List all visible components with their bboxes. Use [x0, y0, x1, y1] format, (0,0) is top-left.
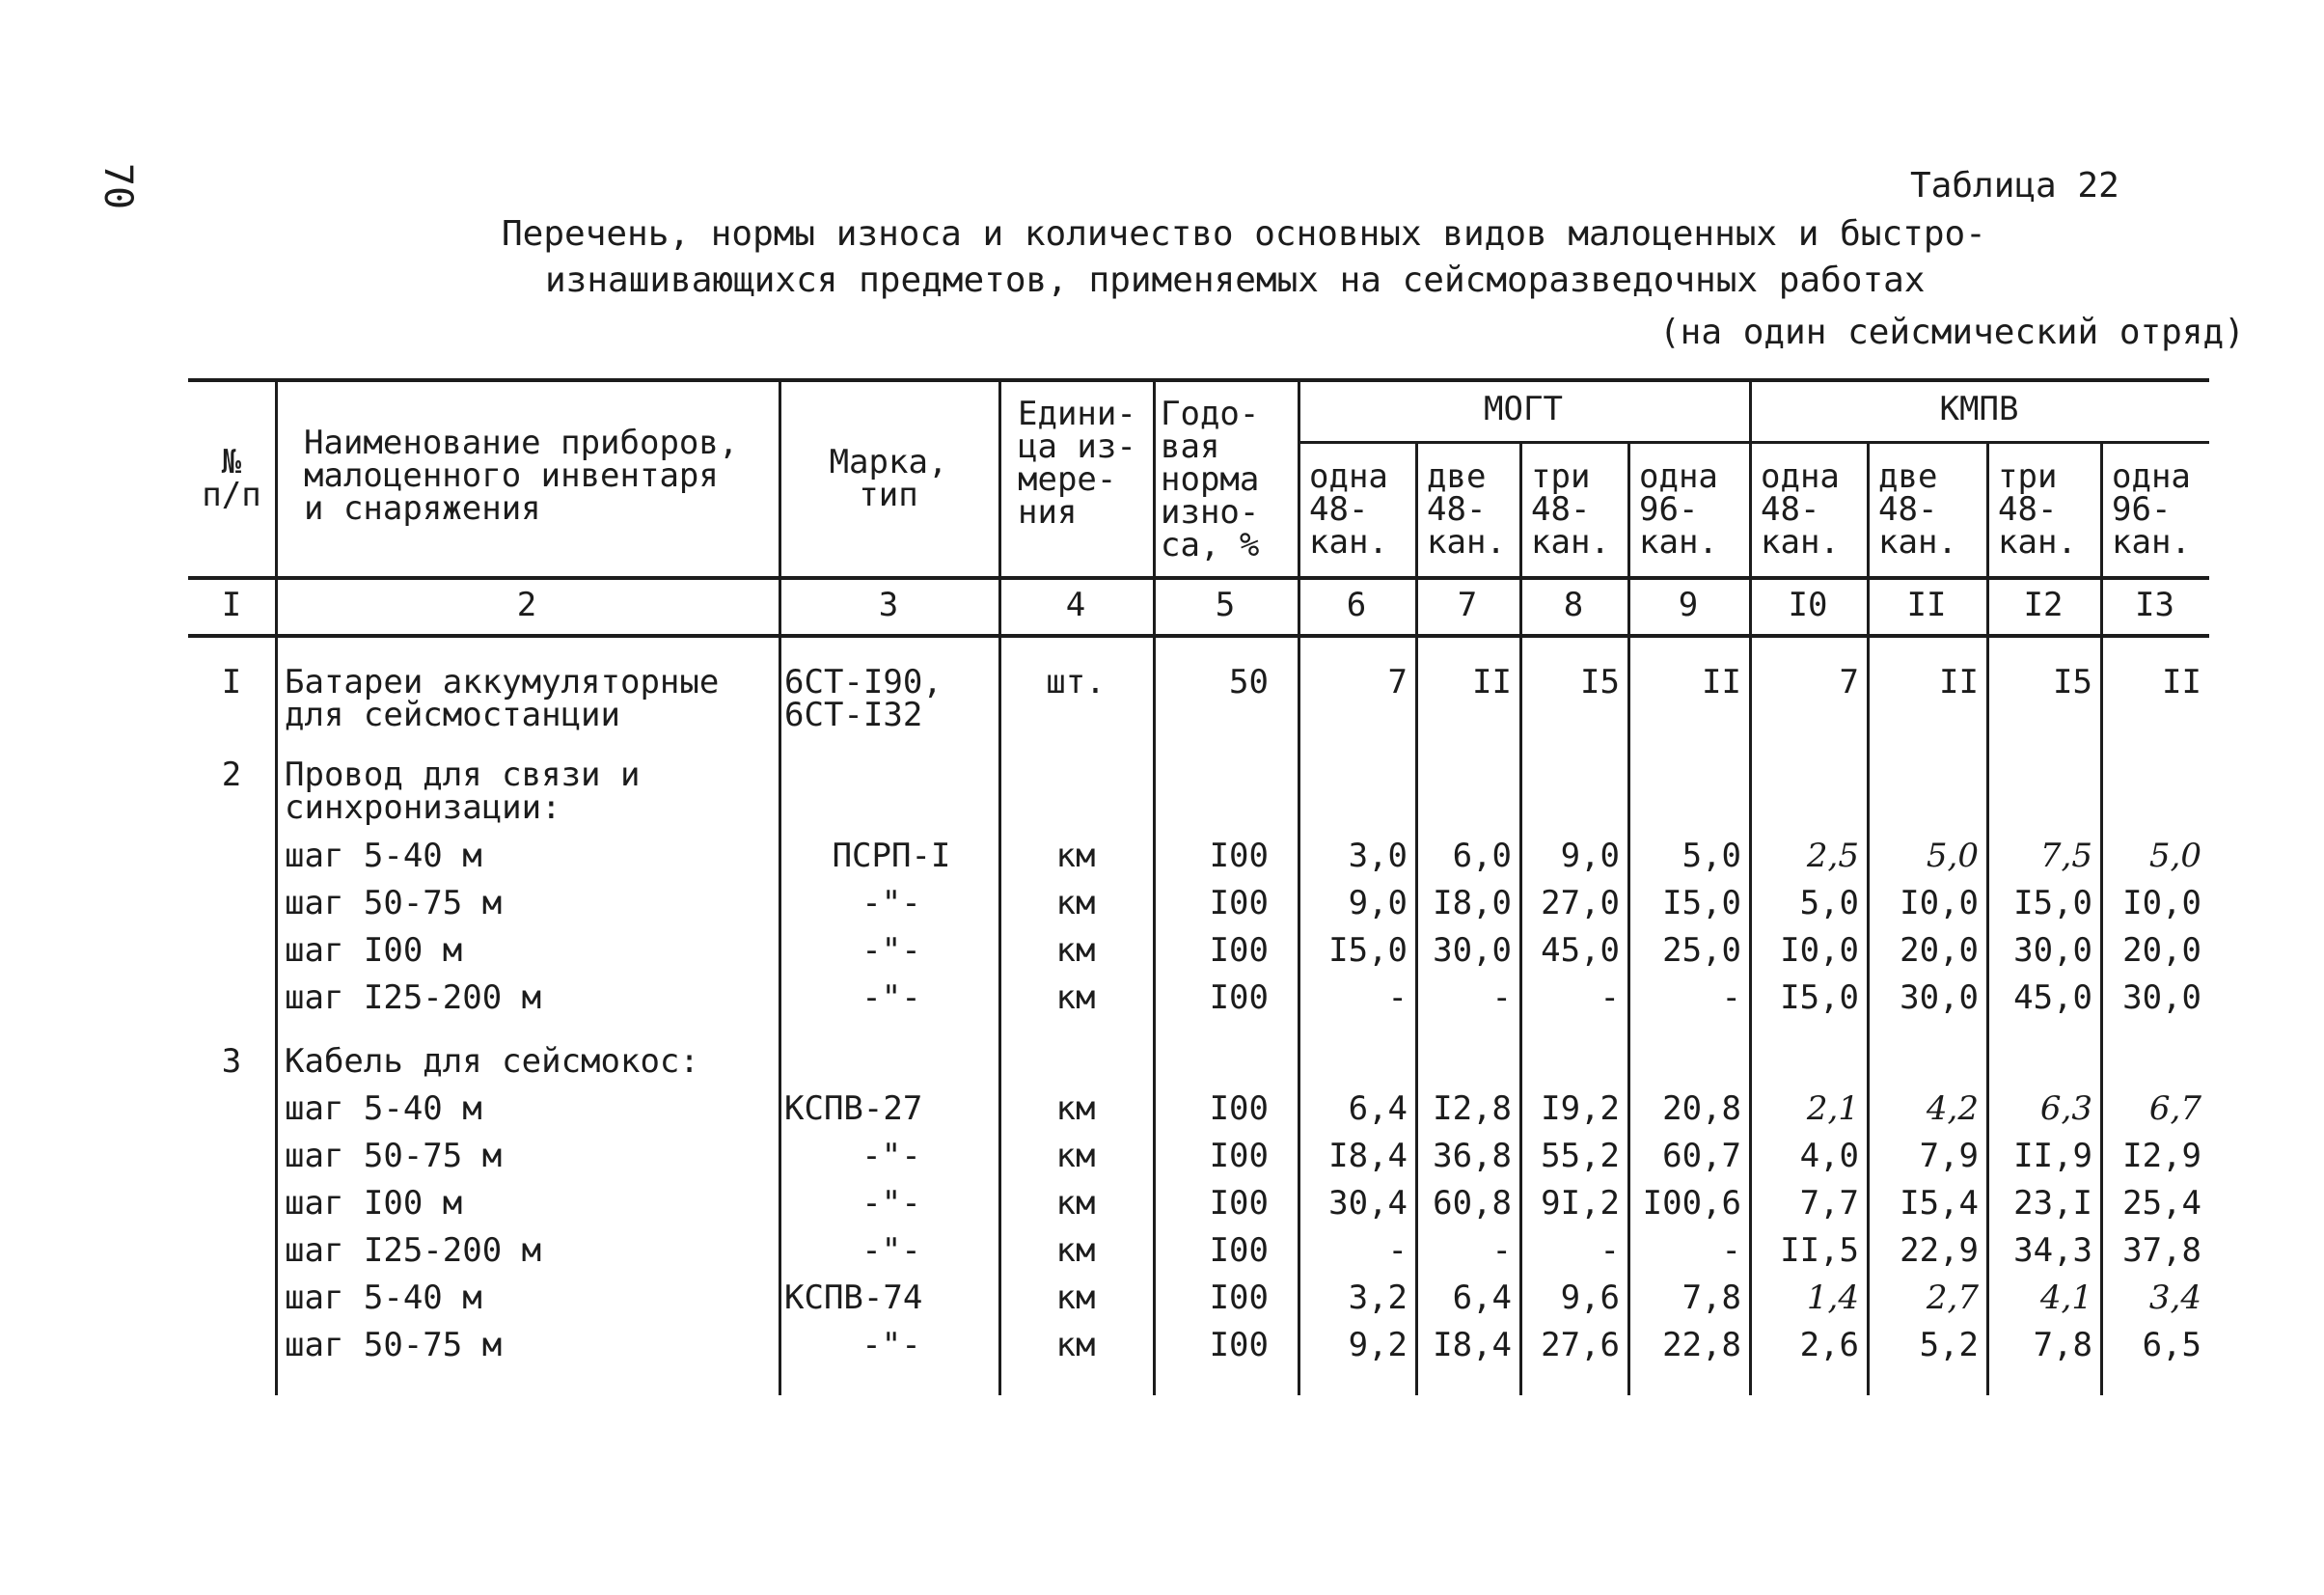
column-number-rule — [188, 634, 2209, 638]
header-sub-5: одна 48- кан. — [1761, 457, 1840, 562]
row-name: шаг I00 м — [285, 931, 463, 970]
row-value-9: - — [1721, 978, 1741, 1017]
row-value-11: 5,2 — [1919, 1326, 1979, 1364]
row-brand: -"- — [861, 931, 921, 970]
row-value-11: II — [1939, 663, 1979, 701]
row-value-6: 9,0 — [1348, 884, 1408, 922]
row-value-13: 6,5 — [2142, 1326, 2201, 1364]
row-unit: км — [1055, 884, 1096, 922]
row-value-8: 9,6 — [1560, 1279, 1620, 1317]
row-value-8: - — [1599, 978, 1620, 1017]
row-value-12: I5,0 — [2013, 884, 2092, 922]
row-value-11: 2,7 — [1926, 1279, 1979, 1317]
row-value-8: 27,6 — [1541, 1326, 1620, 1364]
row-value-6: - — [1387, 1231, 1408, 1270]
row-value-11: 7,9 — [1919, 1137, 1979, 1175]
row-value-6: I8,4 — [1328, 1137, 1408, 1175]
row-value-6: 3,0 — [1348, 837, 1408, 875]
row-unit: км — [1055, 978, 1096, 1017]
row-value-13: 25,4 — [2122, 1184, 2201, 1223]
row-value-8: 9,0 — [1560, 837, 1620, 875]
header-group-kmpv: КМПВ — [1939, 390, 2019, 428]
row-norm: 50 — [1229, 663, 1269, 701]
row-value-9: I00,6 — [1642, 1184, 1741, 1223]
row-name: шаг I25-200 м — [285, 1231, 542, 1270]
row-value-11: I0,0 — [1900, 884, 1979, 922]
row-value-10: I0,0 — [1780, 931, 1859, 970]
row-name: шаг 50-75 м — [285, 1137, 503, 1175]
row-value-6: - — [1387, 978, 1408, 1017]
header-sub-4: одна 96- кан. — [1639, 457, 1718, 562]
row-name: шаг 50-75 м — [285, 884, 503, 922]
row-value-7: - — [1491, 978, 1512, 1017]
row-value-13: 37,8 — [2122, 1231, 2201, 1270]
row-value-12: 7,8 — [2033, 1326, 2092, 1364]
column-divider — [779, 378, 781, 1395]
row-value-11: 22,9 — [1900, 1231, 1979, 1270]
row-value-7: 36,8 — [1433, 1137, 1512, 1175]
row-value-11: I5,4 — [1900, 1184, 1979, 1223]
row-name: шаг I00 м — [285, 1184, 463, 1223]
row-value-8: I9,2 — [1541, 1089, 1620, 1128]
row-unit: км — [1055, 1231, 1096, 1270]
row-num: 3 — [221, 1042, 242, 1081]
row-num: I — [221, 663, 242, 701]
table-label: Таблица 22 — [1910, 166, 2119, 206]
row-value-10: 2,5 — [1806, 837, 1859, 875]
table-title-line-2: изнашивающихся предметов, применяемых на сейсморазведочных работах — [545, 261, 1926, 300]
header-sub-8: одна 96- кан. — [2112, 457, 2191, 562]
row-value-9: 7,8 — [1681, 1279, 1741, 1317]
row-norm: I00 — [1209, 1089, 1269, 1128]
row-brand: КСПВ-74 — [784, 1279, 923, 1317]
column-divider — [275, 378, 278, 1395]
row-name: шаг I25-200 м — [285, 978, 542, 1017]
column-number-5: 5 — [1215, 586, 1236, 624]
row-value-10: 2,6 — [1799, 1326, 1859, 1364]
row-norm: I00 — [1209, 1137, 1269, 1175]
row-name: Батареи аккумуляторные для сейсмостанции — [285, 663, 720, 734]
row-value-12: II,9 — [2013, 1137, 2092, 1175]
column-number-3: 3 — [878, 586, 899, 624]
row-unit: км — [1055, 1089, 1096, 1128]
row-value-7: I8,0 — [1433, 884, 1512, 922]
row-norm: I00 — [1209, 1326, 1269, 1364]
row-value-10: 7,7 — [1799, 1184, 1859, 1223]
norms-table — [188, 378, 2209, 1440]
row-value-6: 7 — [1387, 663, 1408, 701]
header-sub-7: три 48- кан. — [1998, 457, 2077, 562]
row-unit: км — [1055, 1184, 1096, 1223]
row-norm: I00 — [1209, 931, 1269, 970]
row-value-13: 3,4 — [2148, 1279, 2201, 1317]
row-value-7: - — [1491, 1231, 1512, 1270]
header-unit: Едини- ца из- мере- ния — [1018, 395, 1136, 532]
row-value-9: 25,0 — [1662, 931, 1741, 970]
header-sub-2: две 48- кан. — [1427, 457, 1506, 562]
row-value-13: I2,9 — [2122, 1137, 2201, 1175]
row-value-8: 45,0 — [1541, 931, 1620, 970]
row-value-12: 7,5 — [2039, 837, 2092, 875]
column-number-11: II — [1906, 586, 1947, 624]
column-number-6: 6 — [1346, 586, 1367, 624]
row-brand: -"- — [861, 1184, 921, 1223]
row-brand: -"- — [861, 978, 921, 1017]
column-number-7: 7 — [1457, 586, 1478, 624]
column-number-8: 8 — [1563, 586, 1584, 624]
table-top-rule — [188, 378, 2209, 382]
row-value-11: 30,0 — [1900, 978, 1979, 1017]
row-brand: КСПВ-27 — [784, 1089, 923, 1128]
row-value-10: 4,0 — [1799, 1137, 1859, 1175]
row-value-8: - — [1599, 1231, 1620, 1270]
column-number-2: 2 — [516, 586, 537, 624]
row-value-6: 30,4 — [1328, 1184, 1408, 1223]
row-brand: ПСРП-I — [832, 837, 951, 875]
row-brand: 6СТ-I90, 6СТ-I32 — [784, 663, 943, 734]
row-brand: -"- — [861, 1231, 921, 1270]
column-number-12: I2 — [2023, 586, 2064, 624]
row-value-12: 6,3 — [2039, 1089, 2092, 1128]
row-unit: км — [1055, 1137, 1096, 1175]
header-sub-1: одна 48- кан. — [1309, 457, 1388, 562]
row-name: шаг 5-40 м — [285, 837, 482, 875]
row-value-12: 23,I — [2013, 1184, 2092, 1223]
row-value-12: I5 — [2053, 663, 2092, 701]
column-number-9: 9 — [1678, 586, 1699, 624]
row-unit: шт. — [1046, 663, 1106, 701]
row-value-11: 20,0 — [1900, 931, 1979, 970]
row-brand: -"- — [861, 1326, 921, 1364]
column-number-10: I0 — [1788, 586, 1828, 624]
row-name: Провод для связи и синхронизации: — [285, 756, 641, 827]
header-group-mogt: МОГТ — [1484, 390, 1563, 428]
group-header-rule — [1298, 441, 2209, 444]
row-value-13: I0,0 — [2122, 884, 2201, 922]
table-title-line-1: Перечень, нормы износа и количество основных видов малоценных и быстро- — [502, 214, 1986, 254]
row-value-7: II — [1472, 663, 1512, 701]
row-value-13: 30,0 — [2122, 978, 2201, 1017]
column-number-1: I — [221, 586, 242, 624]
row-value-13: 20,0 — [2122, 931, 2201, 970]
row-unit: км — [1055, 1279, 1096, 1317]
row-value-12: 30,0 — [2013, 931, 2092, 970]
row-name: Кабель для сейсмокос: — [285, 1042, 699, 1081]
row-value-7: 6,0 — [1452, 837, 1512, 875]
row-norm: I00 — [1209, 837, 1269, 875]
row-value-8: 27,0 — [1541, 884, 1620, 922]
header-num: № п/п — [202, 443, 261, 514]
row-brand: -"- — [861, 884, 921, 922]
row-value-10: 7 — [1839, 663, 1859, 701]
row-value-9: 60,7 — [1662, 1137, 1741, 1175]
row-value-8: 9I,2 — [1541, 1184, 1620, 1223]
row-norm: I00 — [1209, 1279, 1269, 1317]
row-value-11: 5,0 — [1926, 837, 1979, 875]
table-title-line-3: (на один сейсмический отряд) — [1659, 313, 2245, 352]
row-name: шаг 5-40 м — [285, 1089, 482, 1128]
row-value-7: 30,0 — [1433, 931, 1512, 970]
header-sub-3: три 48- кан. — [1531, 457, 1610, 562]
row-value-6: I5,0 — [1328, 931, 1408, 970]
header-norm: Годо- вая норма изно- са, % — [1161, 395, 1260, 564]
row-norm: I00 — [1209, 1184, 1269, 1223]
row-norm: I00 — [1209, 978, 1269, 1017]
row-value-13: II — [2162, 663, 2201, 701]
row-value-10: 2,1 — [1806, 1089, 1859, 1128]
row-value-9: - — [1721, 1231, 1741, 1270]
row-value-12: 45,0 — [2013, 978, 2092, 1017]
row-brand: -"- — [861, 1137, 921, 1175]
column-number-13: I3 — [2135, 586, 2174, 624]
row-value-13: 5,0 — [2148, 837, 2201, 875]
row-value-7: I8,4 — [1433, 1326, 1512, 1364]
row-value-10: 1,4 — [1806, 1279, 1859, 1317]
row-value-10: I5,0 — [1780, 978, 1859, 1017]
row-value-8: 55,2 — [1541, 1137, 1620, 1175]
header-sub-6: две 48- кан. — [1878, 457, 1957, 562]
row-unit: км — [1055, 931, 1096, 970]
row-norm: I00 — [1209, 1231, 1269, 1270]
row-value-12: 4,1 — [2039, 1279, 2092, 1317]
row-value-7: I2,8 — [1433, 1089, 1512, 1128]
row-value-10: II,5 — [1780, 1231, 1859, 1270]
row-value-9: 5,0 — [1681, 837, 1741, 875]
page-number: 70 — [96, 162, 141, 210]
row-value-11: 4,2 — [1926, 1089, 1979, 1128]
column-number-4: 4 — [1065, 586, 1086, 624]
row-unit: км — [1055, 837, 1096, 875]
row-value-8: I5 — [1580, 663, 1620, 701]
row-value-6: 3,2 — [1348, 1279, 1408, 1317]
row-value-13: 6,7 — [2148, 1089, 2201, 1128]
row-value-7: 60,8 — [1433, 1184, 1512, 1223]
row-value-9: 20,8 — [1662, 1089, 1741, 1128]
header-name: Наименование приборов, малоценного инвентаря и снаряжения — [304, 424, 739, 528]
row-value-6: 9,2 — [1348, 1326, 1408, 1364]
row-name: шаг 50-75 м — [285, 1326, 503, 1364]
header-brand: Марка, тип — [829, 443, 948, 514]
row-value-9: 22,8 — [1662, 1326, 1741, 1364]
row-value-6: 6,4 — [1348, 1089, 1408, 1128]
row-num: 2 — [221, 756, 242, 794]
row-value-9: II — [1702, 663, 1741, 701]
row-value-7: 6,4 — [1452, 1279, 1512, 1317]
row-value-9: I5,0 — [1662, 884, 1741, 922]
row-name: шаг 5-40 м — [285, 1279, 482, 1317]
row-unit: км — [1055, 1326, 1096, 1364]
header-bottom-rule — [188, 576, 2209, 580]
row-norm: I00 — [1209, 884, 1269, 922]
row-value-10: 5,0 — [1799, 884, 1859, 922]
row-value-12: 34,3 — [2013, 1231, 2092, 1270]
